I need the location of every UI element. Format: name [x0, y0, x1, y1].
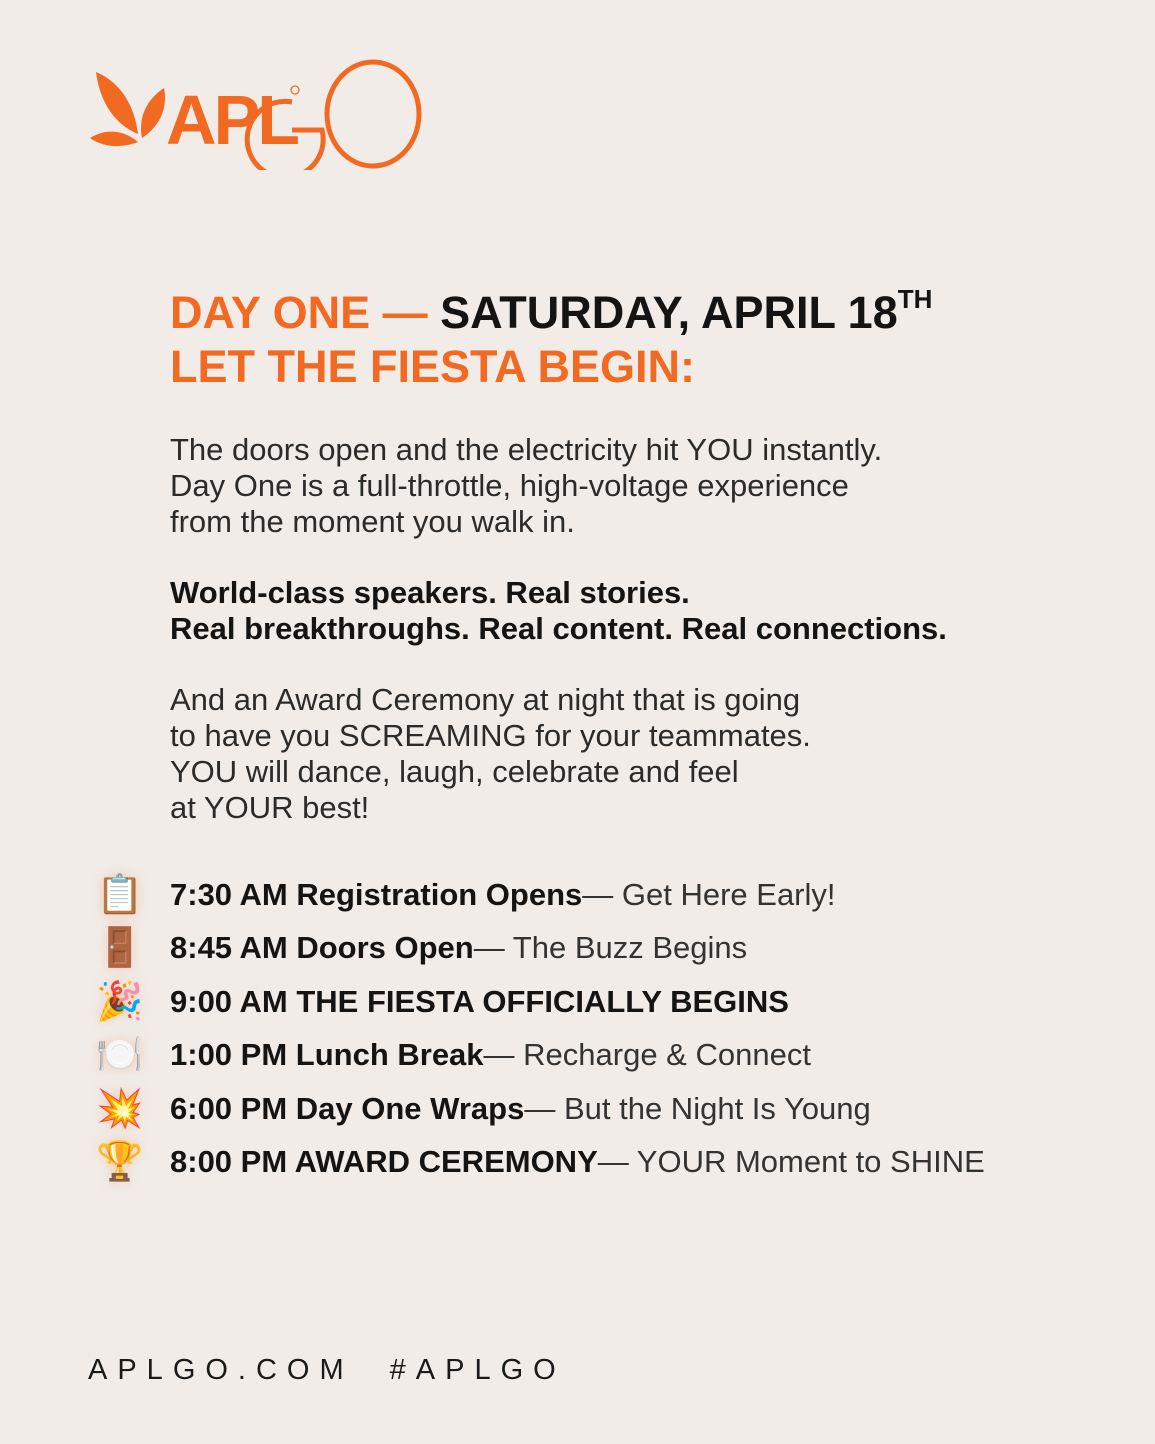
day-label: DAY ONE — [170, 287, 428, 338]
text-line: at YOUR best! [170, 790, 370, 825]
highlights-paragraph [170, 575, 1070, 647]
svg-text:APL: APL [166, 81, 297, 159]
schedule-time: 8:45 AM Doors Open [170, 930, 474, 966]
page-title [170, 286, 1070, 340]
schedule-time: 6:00 PM Day One Wraps [170, 1090, 525, 1126]
plate-cutlery-icon: 🍽️ [96, 1034, 144, 1077]
collision-icon: 💥 [96, 1087, 144, 1130]
schedule-time: 8:00 PM AWARD CEREMONY [170, 1144, 598, 1180]
text-line: The doors open and the electricity hit YOU instantly. [170, 432, 883, 467]
trophy-icon: 🏆 [96, 1141, 144, 1184]
footer [88, 1354, 566, 1387]
website-link[interactable]: APLGO.COM [88, 1354, 354, 1386]
closing-paragraph [170, 682, 1070, 826]
hashtag: #APLGO [389, 1354, 566, 1386]
leaf-icon [141, 88, 165, 138]
text-line: from the moment you walk in. [170, 504, 575, 539]
schedule-item [94, 975, 1114, 1029]
clipboard-icon: 📋 [96, 873, 144, 916]
schedule-item [94, 868, 1114, 922]
date-label: SATURDAY, APRIL 18 [440, 287, 898, 338]
door-icon: 🚪 [96, 927, 144, 970]
date-suffix: TH [897, 284, 933, 314]
schedule-note: — Get Here Early! [582, 876, 836, 912]
text-line: Day One is a full-throttle, high-voltage experience [170, 468, 849, 503]
leaf-icon [90, 132, 138, 146]
schedule-note: — YOUR Moment to SHINE [597, 1144, 985, 1180]
party-popper-icon: 🎉 [96, 980, 144, 1023]
schedule-note: — But the Night Is Young [524, 1090, 871, 1126]
schedule-time: 9:00 AM THE FIESTA OFFICIALLY BEGINS [170, 983, 789, 1019]
schedule-list [94, 868, 1114, 1189]
schedule-time: 1:00 PM Lunch Break [170, 1037, 484, 1073]
schedule-item [94, 1029, 1114, 1083]
schedule-item [94, 1082, 1114, 1136]
schedule-note: — Recharge & Connect [483, 1037, 811, 1073]
text-line: Real breakthroughs. Real content. Real connections. [170, 611, 947, 646]
schedule-note: — The Buzz Begins [473, 930, 748, 966]
text-line: YOU will dance, laugh, celebrate and feel [170, 754, 739, 789]
leaf-icon [96, 72, 138, 134]
page-subtitle: LET THE FIESTA BEGIN: [170, 341, 695, 392]
schedule-item [94, 922, 1114, 976]
brand-logo [86, 58, 426, 170]
schedule-item [94, 1136, 1114, 1190]
schedule-time: 7:30 AM Registration Opens [170, 876, 583, 912]
text-line: World-class speakers. Real stories. [170, 575, 690, 610]
intro-paragraph [170, 432, 1070, 540]
text-line: And an Award Ceremony at night that is going [170, 682, 801, 717]
text-line: to have you SCREAMING for your teammates. [170, 718, 811, 753]
